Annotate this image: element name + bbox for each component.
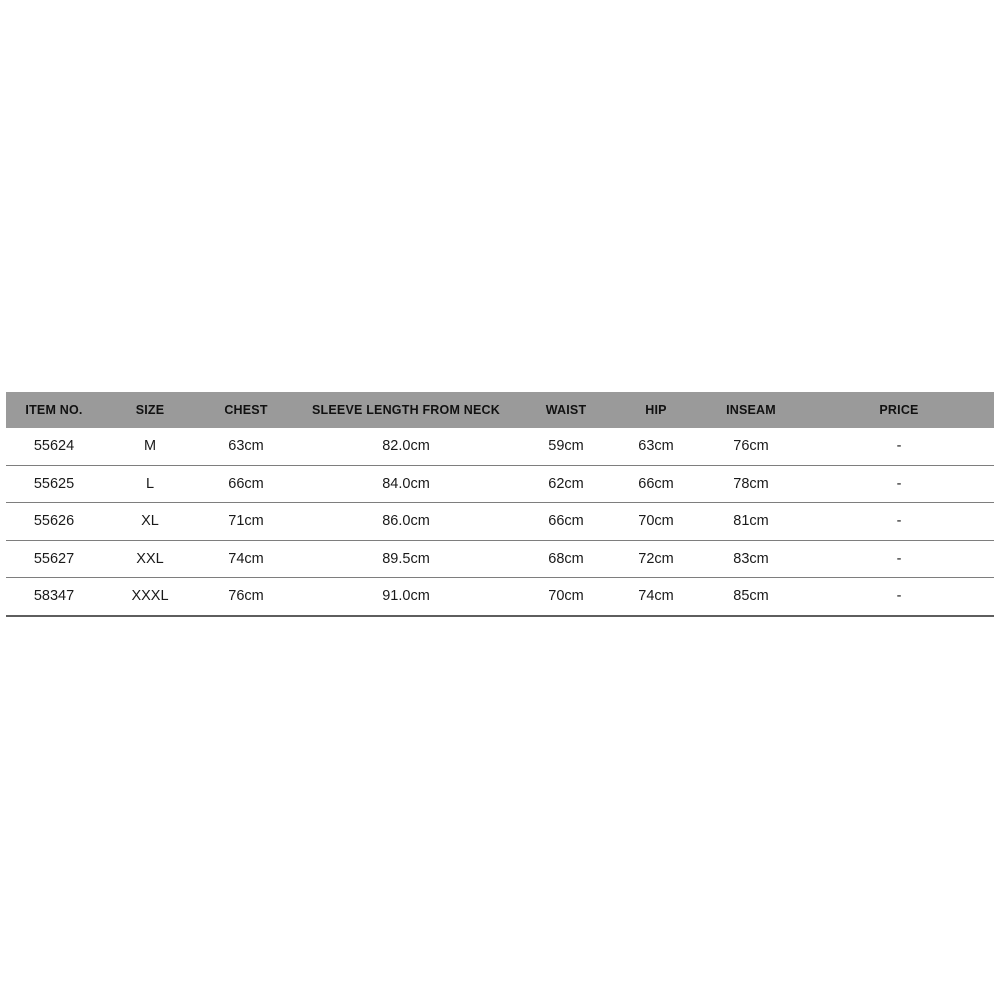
column-header-inseam: INSEAM [698, 392, 804, 428]
cell-sleeve-length: 86.0cm [294, 503, 518, 541]
cell-size: XXXL [102, 578, 198, 616]
cell-waist: 70cm [518, 578, 614, 616]
cell-hip: 72cm [614, 540, 698, 578]
column-header-hip: HIP [614, 392, 698, 428]
table-row [6, 503, 994, 541]
column-header-size: SIZE [102, 392, 198, 428]
cell-waist: 68cm [518, 540, 614, 578]
cell-inseam: 85cm [698, 578, 804, 616]
column-header-item-no: ITEM NO. [6, 392, 102, 428]
column-header-sleeve-length-from-neck: SLEEVE LENGTH FROM NECK [294, 392, 518, 428]
cell-sleeve-length: 84.0cm [294, 465, 518, 503]
cell-waist: 62cm [518, 465, 614, 503]
cell-hip: 63cm [614, 428, 698, 465]
cell-price: - [804, 465, 994, 503]
cell-inseam: 76cm [698, 428, 804, 465]
cell-hip: 66cm [614, 465, 698, 503]
cell-size: XL [102, 503, 198, 541]
cell-waist: 59cm [518, 428, 614, 465]
cell-item-no: 55627 [6, 540, 102, 578]
cell-chest: 76cm [198, 578, 294, 616]
cell-inseam: 78cm [698, 465, 804, 503]
cell-size: L [102, 465, 198, 503]
cell-waist: 66cm [518, 503, 614, 541]
cell-item-no: 58347 [6, 578, 102, 616]
column-header-chest: CHEST [198, 392, 294, 428]
size-chart [6, 392, 994, 617]
cell-chest: 74cm [198, 540, 294, 578]
size-chart-table [6, 392, 994, 617]
cell-size: M [102, 428, 198, 465]
cell-price: - [804, 578, 994, 616]
cell-item-no: 55624 [6, 428, 102, 465]
table-row [6, 428, 994, 465]
cell-hip: 70cm [614, 503, 698, 541]
table-row [6, 578, 994, 616]
cell-item-no: 55626 [6, 503, 102, 541]
cell-chest: 63cm [198, 428, 294, 465]
column-header-price: PRICE [804, 392, 994, 428]
cell-item-no: 55625 [6, 465, 102, 503]
cell-sleeve-length: 82.0cm [294, 428, 518, 465]
cell-inseam: 81cm [698, 503, 804, 541]
cell-chest: 71cm [198, 503, 294, 541]
cell-price: - [804, 503, 994, 541]
cell-inseam: 83cm [698, 540, 804, 578]
table-row [6, 465, 994, 503]
cell-sleeve-length: 89.5cm [294, 540, 518, 578]
cell-size: XXL [102, 540, 198, 578]
cell-price: - [804, 540, 994, 578]
cell-hip: 74cm [614, 578, 698, 616]
table-body [6, 428, 994, 616]
cell-price: - [804, 428, 994, 465]
table-header [6, 392, 994, 428]
column-header-waist: WAIST [518, 392, 614, 428]
cell-chest: 66cm [198, 465, 294, 503]
table-header-row [6, 392, 994, 428]
table-row [6, 540, 994, 578]
cell-sleeve-length: 91.0cm [294, 578, 518, 616]
